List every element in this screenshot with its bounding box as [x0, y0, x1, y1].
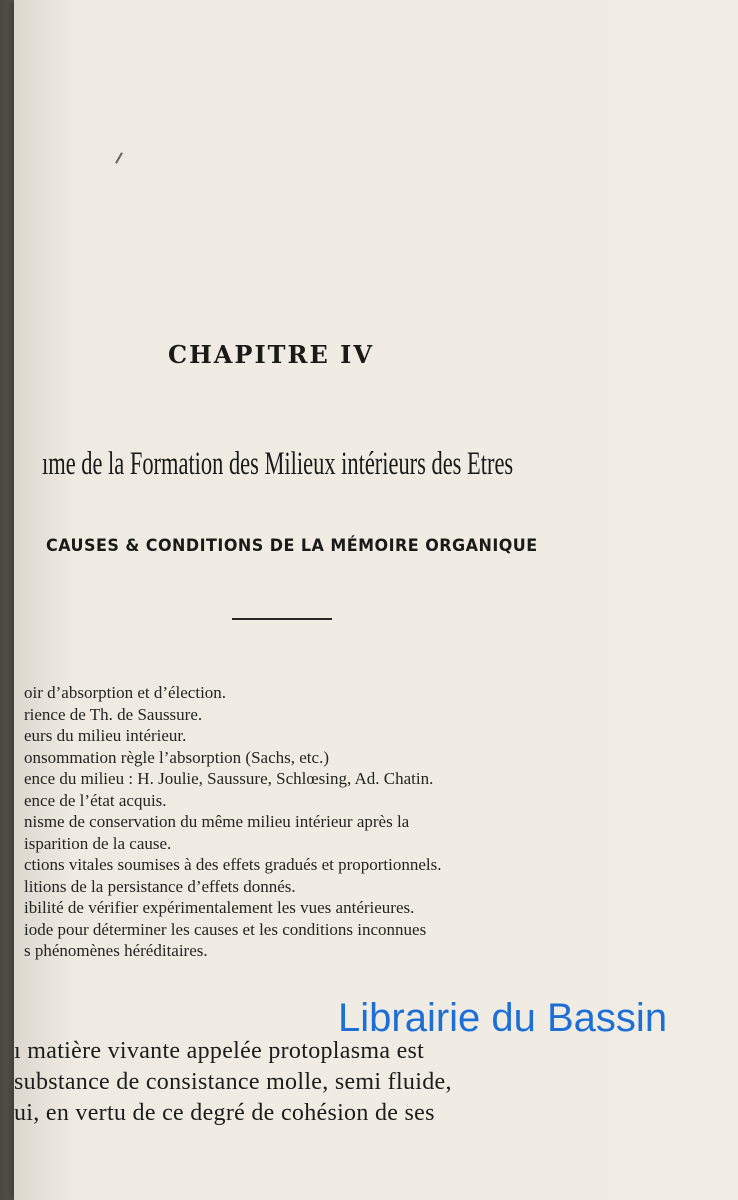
summary-line: eurs du milieu intérieur. — [24, 726, 187, 745]
chapter-title-container — [42, 446, 612, 494]
chapter-summary — [24, 682, 634, 962]
chapter-heading: CHAPITRE IV — [168, 340, 374, 369]
summary-line: isparition de la cause. — [24, 833, 172, 853]
chapter-title: ıme de la Formation des Milieux intérieurs des Etres — [42, 446, 514, 482]
summary-line: ctions vitales soumises à des effets gradués et proportionnels. — [24, 855, 442, 874]
body-line: ui, en vertu de ce degré de cohésion de ses — [14, 1100, 435, 1126]
chapter-subtitle: CAUSES & CONDITIONS DE LA MÉMOIRE ORGANIQUE — [46, 536, 538, 556]
summary-line: ence de l’état acquis. — [24, 790, 167, 810]
divider-rule — [232, 618, 332, 620]
summary-line: iode pour déterminer les causes et les conditions inconnues — [24, 919, 427, 939]
summary-line: s phénomènes héréditaires. — [24, 941, 208, 960]
summary-line: ibilité de vérifier expérimentalement les vues antérieures. — [24, 898, 415, 917]
body-paragraph — [14, 1036, 604, 1129]
summary-line: ence du milieu : H. Joulie, Saussure, Schlœsing, Ad. Chatin. — [24, 769, 434, 788]
summary-line: oir d’absorption et d’élection. — [24, 683, 227, 702]
watermark-text: Librairie du Bassin — [338, 996, 668, 1040]
summary-line: onsommation règle l’absorption (Sachs, etc.) — [24, 747, 329, 767]
body-line: substance de consistance molle, semi fluide, — [14, 1069, 452, 1095]
summary-line: rience de Th. de Saussure. — [24, 704, 203, 724]
body-line: ı matière vivante appelée protoplasma est — [14, 1038, 425, 1064]
summary-line: litions de la persistance d’effets donnés. — [24, 876, 296, 896]
summary-line: nisme de conservation du même milieu intérieur après la — [24, 812, 410, 831]
